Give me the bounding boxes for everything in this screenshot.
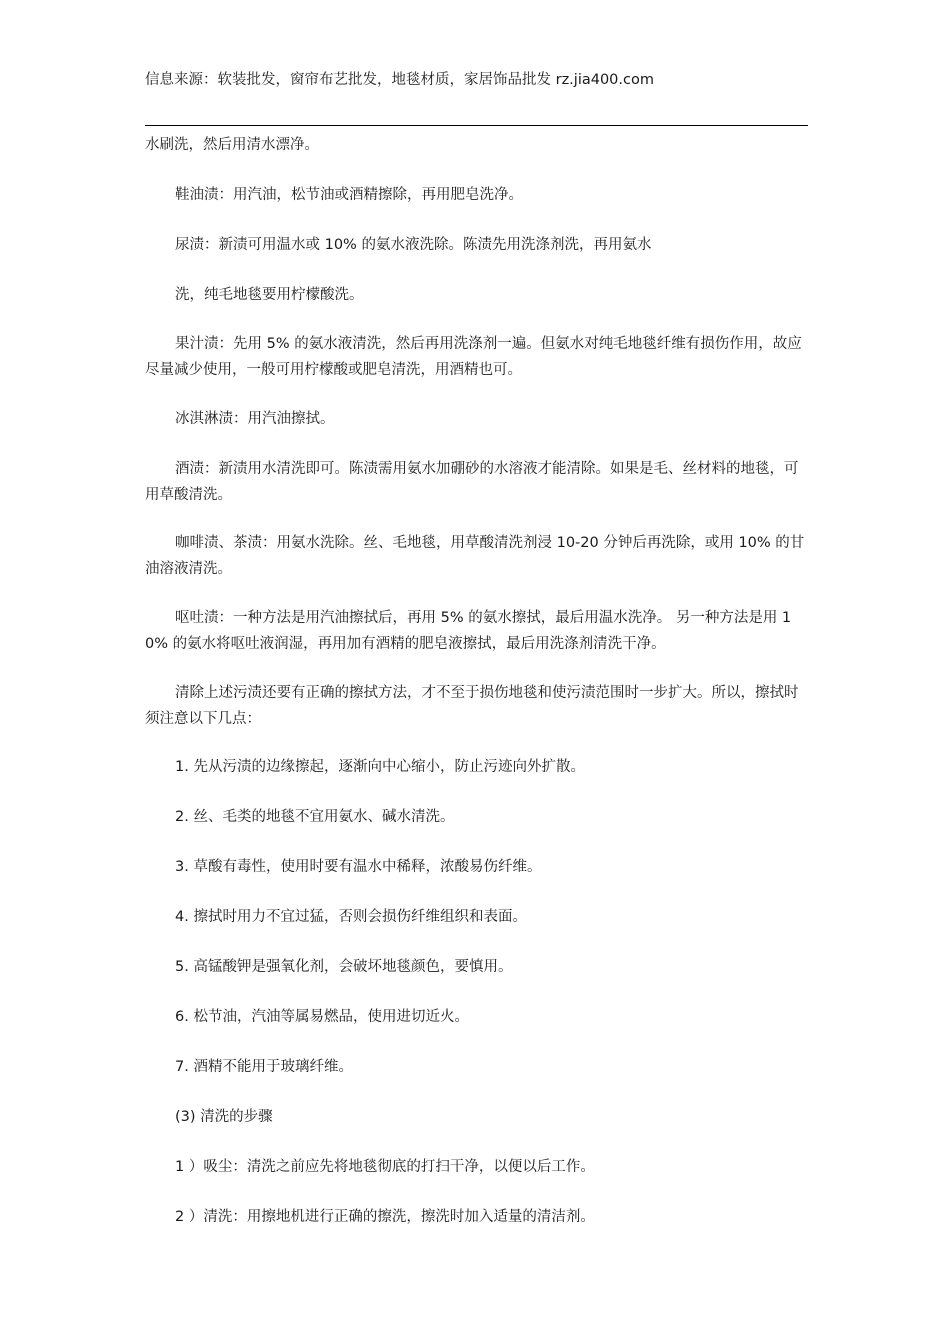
list-item: 7. 酒精不能用于玻璃纤维。 xyxy=(175,1059,353,1075)
paragraph-urine-stain-cont: 洗，纯毛地毯要用柠檬酸洗。 xyxy=(175,287,364,303)
list-item: 1. 先从污渍的边缘擦起，逐渐向中心缩小，防止污迹向外扩散。 xyxy=(175,759,585,775)
paragraph-wine-stain: 酒渍：新渍用水清洗即可。陈渍需用氨水加硼砂的水溶液才能清除。如果是毛、丝材料的地毯，可用草酸清洗。 xyxy=(145,461,799,503)
paragraph-coffee-tea-stain: 咖啡渍、茶渍：用氨水洗除。丝、毛地毯，用草酸清洗剂浸 10-20 分钟后再洗除，或用 10% 的甘油溶液清洗。 xyxy=(145,535,805,577)
paragraph-juice-stain: 果汁渍：先用 5% 的氨水液清洗，然后再用洗涤剂一遍。但氨水对纯毛地毯纤维有损伤作用，故应尽量减少使用，一般可用柠檬酸或肥皂清洗，用酒精也可。 xyxy=(145,336,802,378)
list-item: 3. 草酸有毒性，使用时要有温水中稀释，浓酸易伤纤维。 xyxy=(175,859,542,875)
header-divider xyxy=(145,125,808,126)
paragraph-vomit-stain: 呕吐渍：一种方法是用汽油擦拭后，再用 5% 的氨水擦拭，最后用温水洗净。 另一种方法是用 10% 的氨水将呕吐液润湿，再用加有酒精的肥皂液擦拭，最后用洗涤剂清洗干净。 xyxy=(145,610,792,652)
list-item: 4. 擦拭时用力不宜过猛，否则会损伤纤维组织和表面。 xyxy=(175,909,527,925)
paragraph-continuation: 水刷洗，然后用清水漂净。 xyxy=(145,137,319,153)
header-source-line: 信息来源：软装批发，窗帘布艺批发，地毯材质，家居饰品批发 rz.jia400.com xyxy=(145,72,654,88)
paragraph-wiping-method: 清除上述污渍还要有正确的擦拭方法，才不至于损伤地毯和使污渍范围时一步扩大。所以，擦拭时须注意以下几点： xyxy=(145,685,799,727)
paragraph-urine-stain: 尿渍：新渍可用温水或 10% 的氨水液洗除。陈渍先用洗涤剂洗，再用氨水 xyxy=(175,237,652,253)
list-item: 2. 丝、毛类的地毯不宜用氨水、碱水清洗。 xyxy=(175,809,455,825)
list-item: 6. 松节油，汽油等属易燃品，使用进切近火。 xyxy=(175,1009,469,1025)
paragraph-shoe-polish-stain: 鞋油渍：用汽油，松节油或酒精擦除，再用肥皂洗净。 xyxy=(175,187,523,203)
step-item: 1 ）吸尘：清洗之前应先将地毯彻底的打扫干净，以便以后工作。 xyxy=(175,1159,595,1175)
section-heading: (3) 清洗的步骤 xyxy=(175,1109,273,1125)
step-item: 2 ）清洗：用擦地机进行正确的擦洗，擦洗时加入适量的清洁剂。 xyxy=(175,1209,595,1225)
paragraph-ice-cream-stain: 冰淇淋渍：用汽油擦拭。 xyxy=(175,411,335,427)
list-item: 5. 高锰酸钾是强氧化剂，会破坏地毯颜色，要慎用。 xyxy=(175,959,513,975)
